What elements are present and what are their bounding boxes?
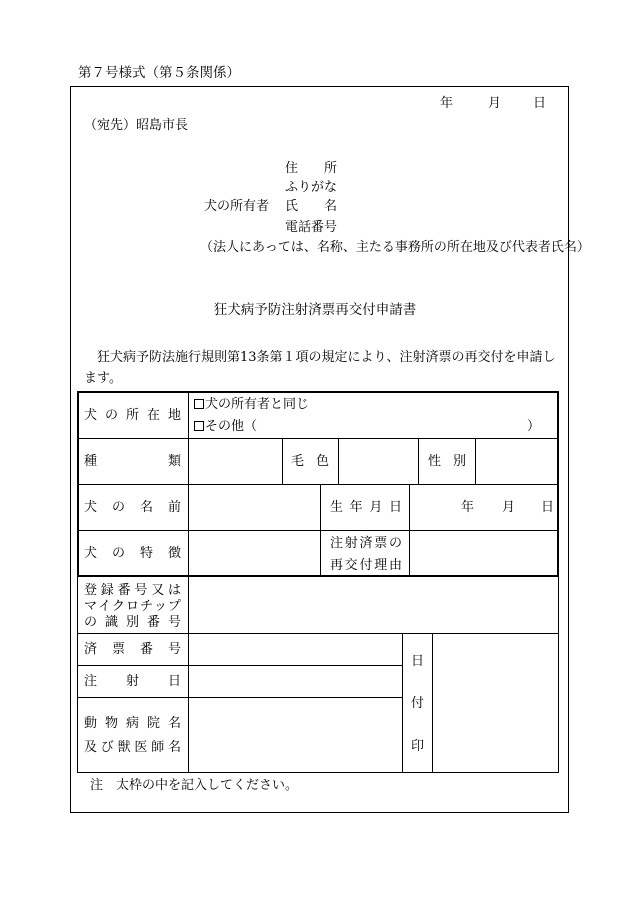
reason-label-line1: 注 射 済 票 の <box>330 536 402 551</box>
location-option-same[interactable]: 犬の所有者と同じ <box>194 398 309 411</box>
hospital-field[interactable] <box>190 699 400 770</box>
registration-label-line2: マ イ ク ロ チ ッ プ <box>84 599 181 614</box>
sex-field[interactable] <box>477 440 556 482</box>
checkbox-icon[interactable] <box>194 399 204 409</box>
reason-label-line2: 再 交 付 理 由 <box>330 558 402 573</box>
injection-date-field[interactable] <box>190 667 400 695</box>
date-year: 年 <box>440 96 454 111</box>
col-line <box>558 577 559 772</box>
birth-year: 年 <box>461 500 475 515</box>
col-line <box>402 633 403 772</box>
birth-day: 日 <box>541 500 555 515</box>
stamp-char-date: 日 <box>411 654 425 669</box>
row-line <box>78 484 558 485</box>
stamp-area[interactable] <box>434 635 556 770</box>
name-label: 氏 名 <box>285 199 338 214</box>
addressee: （宛先）昭島市長 <box>84 118 189 133</box>
owner-label: 犬の所有者 <box>204 199 270 214</box>
col-line <box>475 438 476 484</box>
registration-field[interactable] <box>190 579 556 631</box>
row-line <box>78 438 558 439</box>
reason-field[interactable] <box>411 532 556 574</box>
row-line <box>77 665 402 666</box>
phone-label: 電話番号 <box>285 220 338 235</box>
breed-label: 種 類 <box>84 454 181 469</box>
birth-date-label: 生 年 月 日 <box>330 500 402 515</box>
tag-number-field[interactable] <box>190 635 400 663</box>
location-label: 犬 の 所 在 地 <box>84 408 181 423</box>
col-line <box>188 392 189 576</box>
col-line <box>320 484 321 576</box>
row-line <box>77 697 402 698</box>
location-option-other[interactable]: その他（ <box>194 420 257 433</box>
injection-date-label: 注 射 日 <box>84 674 181 689</box>
col-line <box>77 577 78 772</box>
birth-month: 月 <box>502 500 516 515</box>
document-title: 狂犬病予防注射済票再交付申請書 <box>213 302 417 318</box>
checkbox-icon[interactable] <box>194 421 204 431</box>
coat-label: 毛 色 <box>291 454 329 469</box>
corporate-note: （法人にあっては、名称、主たる事務所の所在地及び代表者氏名） <box>200 240 590 255</box>
hospital-label-line2: 及 び 獣 医 師 名 <box>84 740 181 755</box>
location-other-close: ） <box>527 419 541 434</box>
stamp-char-seal: 印 <box>411 739 425 754</box>
footnote: 注 太枠の中を記入してください。 <box>90 778 299 793</box>
hospital-label-line1: 動 物 病 院 名 <box>84 716 181 731</box>
features-label: 犬 の 特 徴 <box>84 546 181 561</box>
col-line <box>338 438 339 484</box>
col-line <box>409 484 410 576</box>
form-number: 第７号様式（第５条関係） <box>78 65 240 81</box>
features-field[interactable] <box>190 532 318 574</box>
col-line <box>432 633 433 772</box>
col-line <box>282 438 283 484</box>
dog-name-field[interactable] <box>190 486 318 528</box>
dog-name-label: 犬 の 名 前 <box>84 500 181 515</box>
date-line <box>440 97 546 110</box>
date-month: 月 <box>488 96 502 111</box>
coat-field[interactable] <box>340 440 416 482</box>
date-day: 日 <box>533 96 547 111</box>
col-line <box>418 438 419 484</box>
registration-label-line1: 登 録 番 号 又 は <box>84 583 181 598</box>
row-line <box>78 530 558 531</box>
col-line <box>188 577 189 772</box>
tag-number-label: 済 票 番 号 <box>84 642 181 657</box>
furigana-label: ふりがな <box>285 180 338 195</box>
registration-label-line3: の 識 別 番 号 <box>84 615 181 630</box>
row-line <box>77 633 559 634</box>
stamp-char-attach: 付 <box>411 696 425 711</box>
body-text: 狂犬病予防法施行規則第13条第１項の規定により、注射済票の再交付を申請します。 <box>84 350 556 386</box>
address-label: 住 所 <box>285 161 338 176</box>
breed-field[interactable] <box>194 440 280 482</box>
row-line <box>77 772 559 773</box>
sex-label: 性 別 <box>428 454 466 469</box>
